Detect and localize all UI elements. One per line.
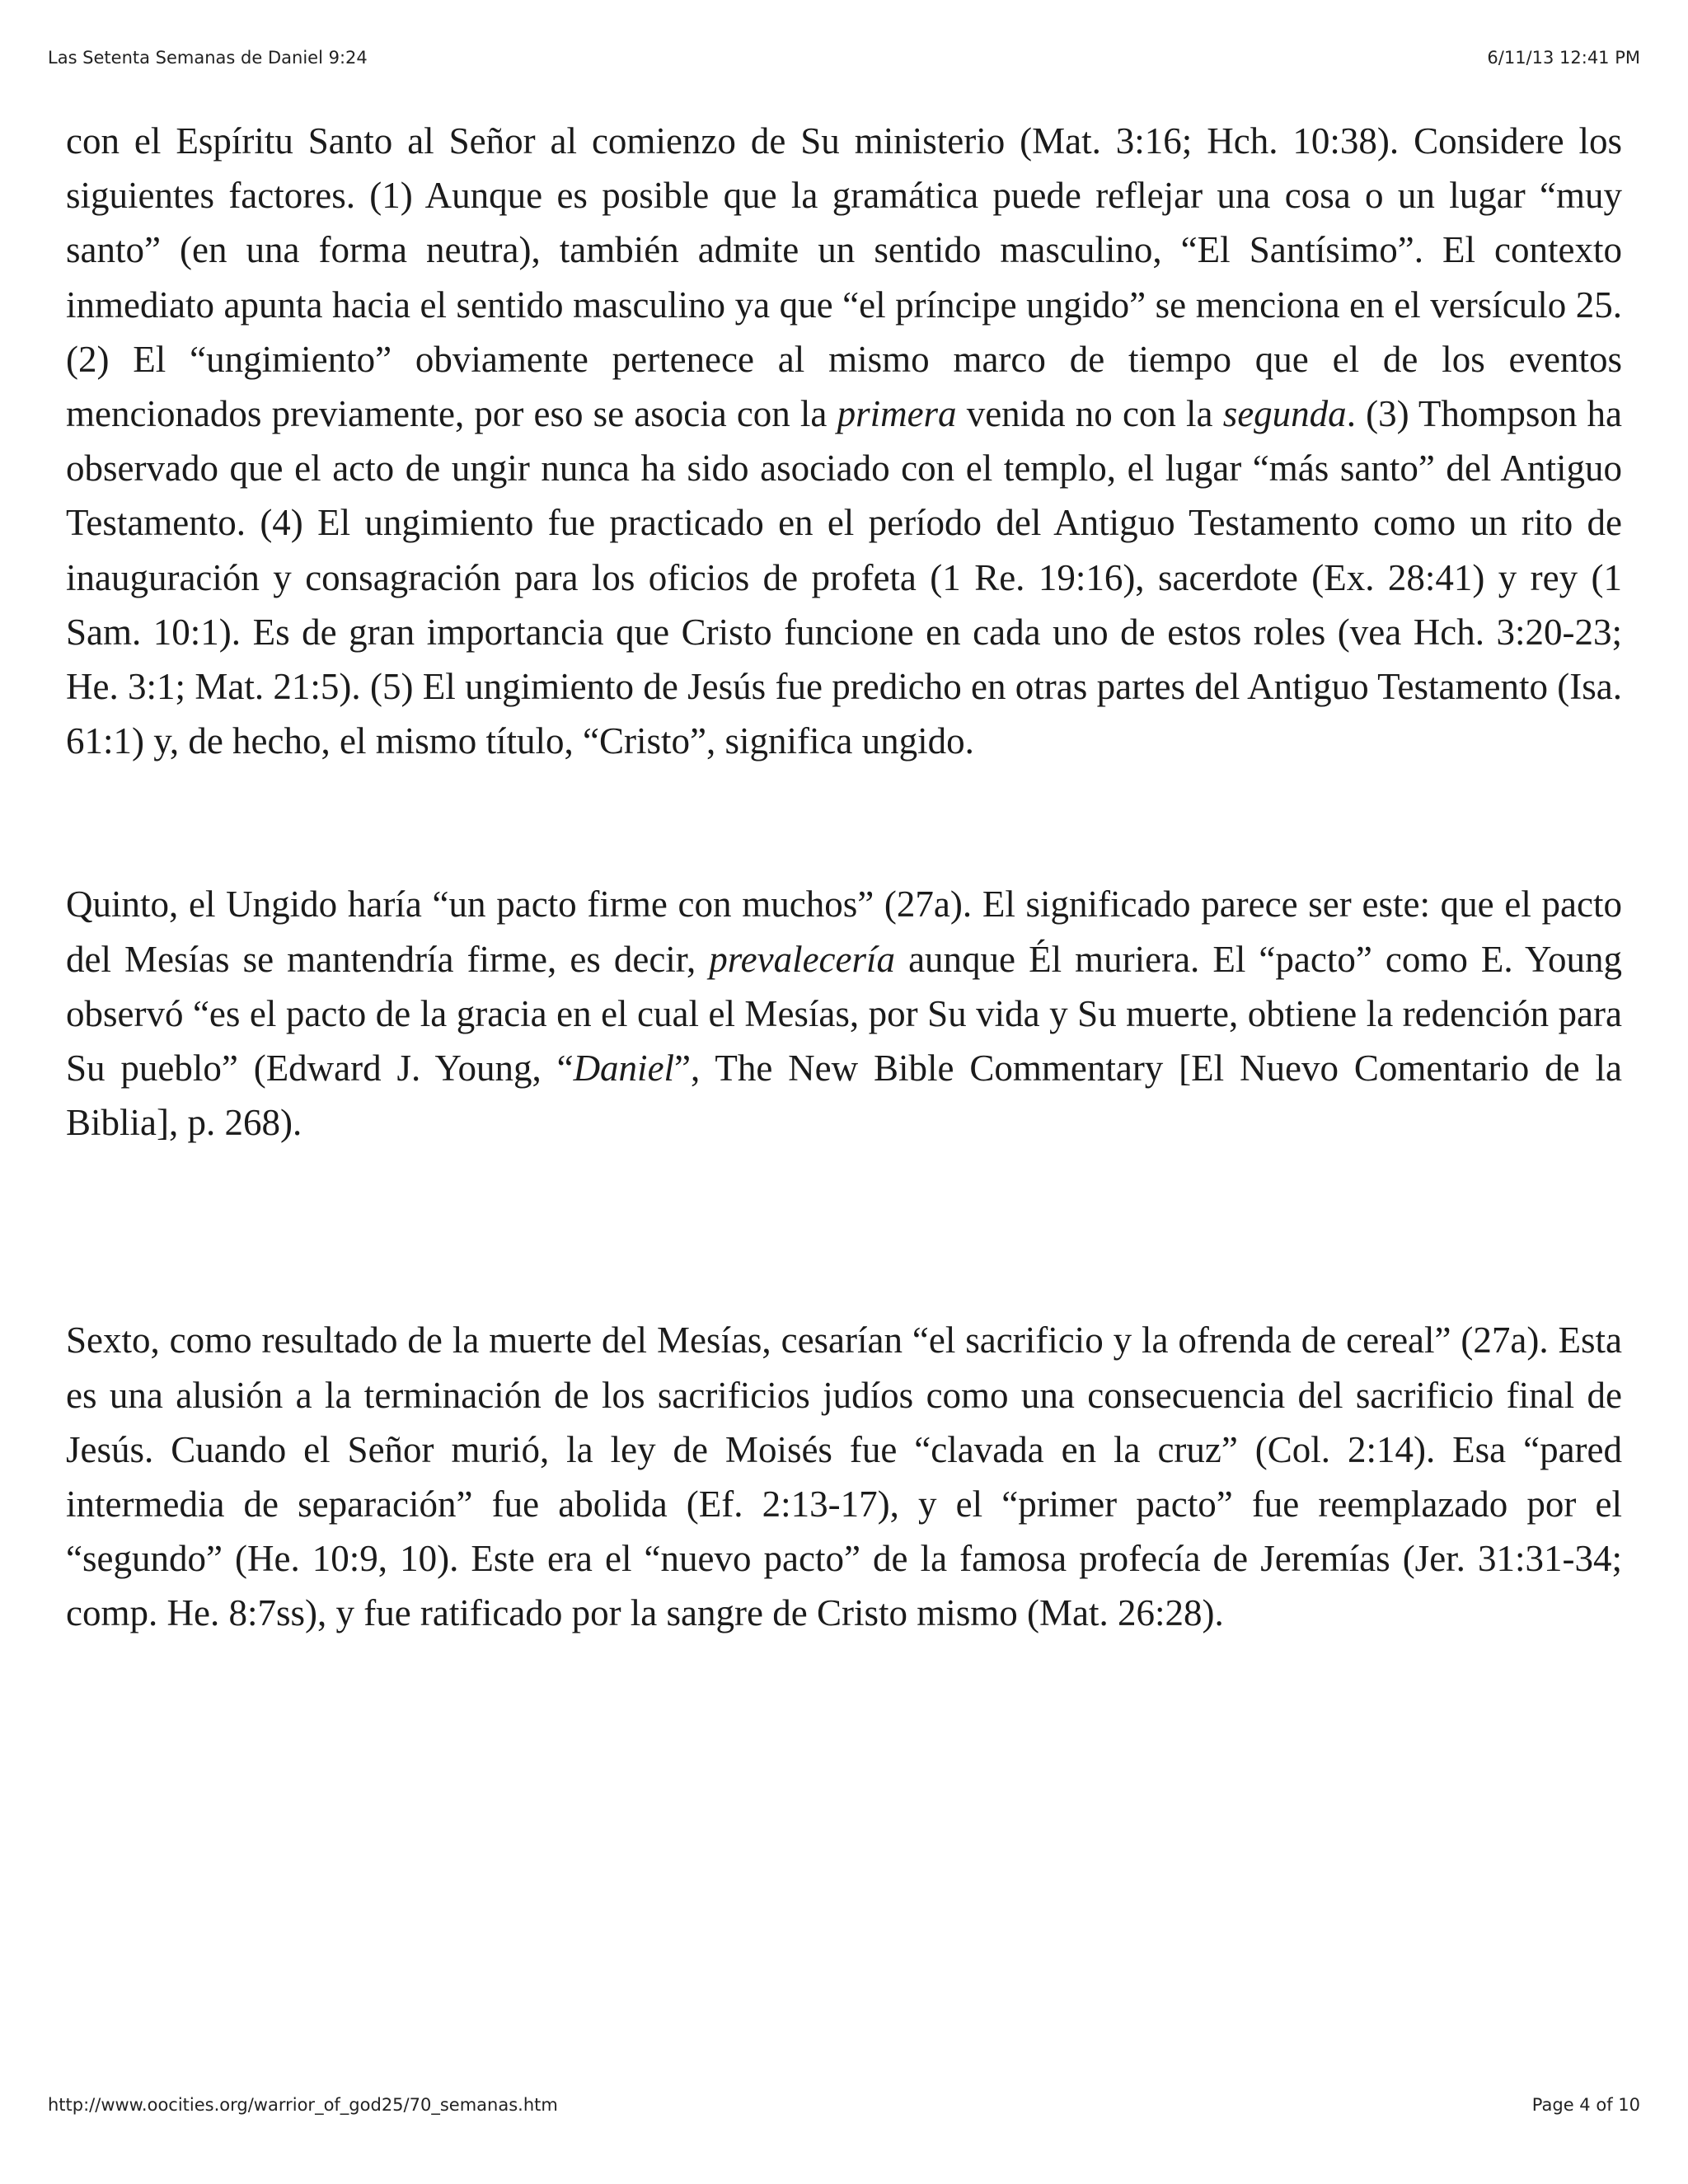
paragraph-2-part-b: aunque Él muriera. El “pacto” como E. Young observó “es el pacto de la gracia en el cual el Mesías, por Su vida y Su muerte, obtiene la redención para Su pueblo” (Edward J. Young, “: [66, 938, 1622, 1090]
paragraph-1-emphasis-segunda: segunda: [1222, 393, 1347, 435]
page-header: [48, 48, 1640, 68]
print-timestamp: 6/11/13 12:41 PM: [1487, 48, 1640, 68]
paragraph-ungimiento: [66, 114, 1622, 768]
paragraph-sexto: [66, 1313, 1622, 1640]
page-footer: [48, 2095, 1640, 2115]
paragraph-2-part-c: ”, The New Bible Commentary [El Nuevo Comentario de la Biblia], p. 268).: [66, 1047, 1622, 1144]
paragraph-1-emphasis-primera: primera: [837, 393, 957, 435]
paragraph-1-part-b: venida no con la: [956, 393, 1223, 435]
source-url-link[interactable]: http://www.oocities.org/warrior_of_god25/70_semanas.htm: [48, 2095, 558, 2115]
page-number: Page 4 of 10: [1531, 2095, 1640, 2115]
paragraph-1-part-a: con el Espíritu Santo al Señor al comienzo de Su ministerio (Mat. 3:16; Hch. 10:38). Considere los siguientes factores. (1) Aunque es posible que la gramática puede reflejar una cosa o un lugar “muy santo” (en una forma neutra), también admite un sentido masculino, “El Santísimo”. El contexto inmediato apunta hacia el sentido masculino ya que “el príncipe ungido” se menciona en el versículo 25. (2) El “ungimiento” obviamente pertenece al mismo marco de tiempo que el de los eventos mencionados previamente, por eso se asocia con la: [66, 120, 1622, 435]
paragraph-2-emphasis-prevaleceria: prevalecería: [709, 938, 896, 980]
document-title: Las Setenta Semanas de Daniel 9:24: [48, 48, 368, 68]
paragraph-2-emphasis-daniel: Daniel: [573, 1047, 675, 1090]
paragraph-quinto: [66, 877, 1622, 1150]
paragraph-2-part-a: Quinto, el Ungido haría “un pacto firme con muchos” (27a). El significado parece ser este: que el pacto del Mesías se mantendría firme, es decir,: [66, 883, 1622, 980]
paragraph-3-text: Sexto, como resultado de la muerte del Mesías, cesarían “el sacrificio y la ofrenda de cereal” (27a). Esta es una alusión a la terminación de los sacrificios judíos como una consecuencia del sacrificio final de Jesús. Cuando el Señor murió, la ley de Moisés fue “clavada en la cruz” (Col. 2:14). Esa “pared intermedia de separación” fue abolida (Ef. 2:13-17), y el “primer pacto” fue reemplazado por el “segundo” (He. 10:9, 10). Este era el “nuevo pacto” de la famosa profecía de Jeremías (Jer. 31:31-34; comp. He. 8:7ss), y fue ratificado por la sangre de Cristo mismo (Mat. 26:28).: [66, 1319, 1622, 1634]
article-body: [66, 114, 1622, 1641]
paragraph-1-part-c: . (3) Thompson ha observado que el acto de ungir nunca ha sido asociado con el templo, el lugar “más santo” del Antiguo Testamento. (4) El ungimiento fue practicado en el período del Antiguo Testamento como un rito de inauguración y consagración para los oficios de profeta (1 Re. 19:16), sacerdote (Ex. 28:41) y rey (1 Sam. 10:1). Es de gran importancia que Cristo funcione en cada uno de estos roles (vea Hch. 3:20-23; He. 3:1; Mat. 21:5). (5) El ungimiento de Jesús fue predicho en otras partes del Antiguo Testamento (Isa. 61:1) y, de hecho, el mismo título, “Cristo”, significa ungido.: [66, 393, 1622, 762]
